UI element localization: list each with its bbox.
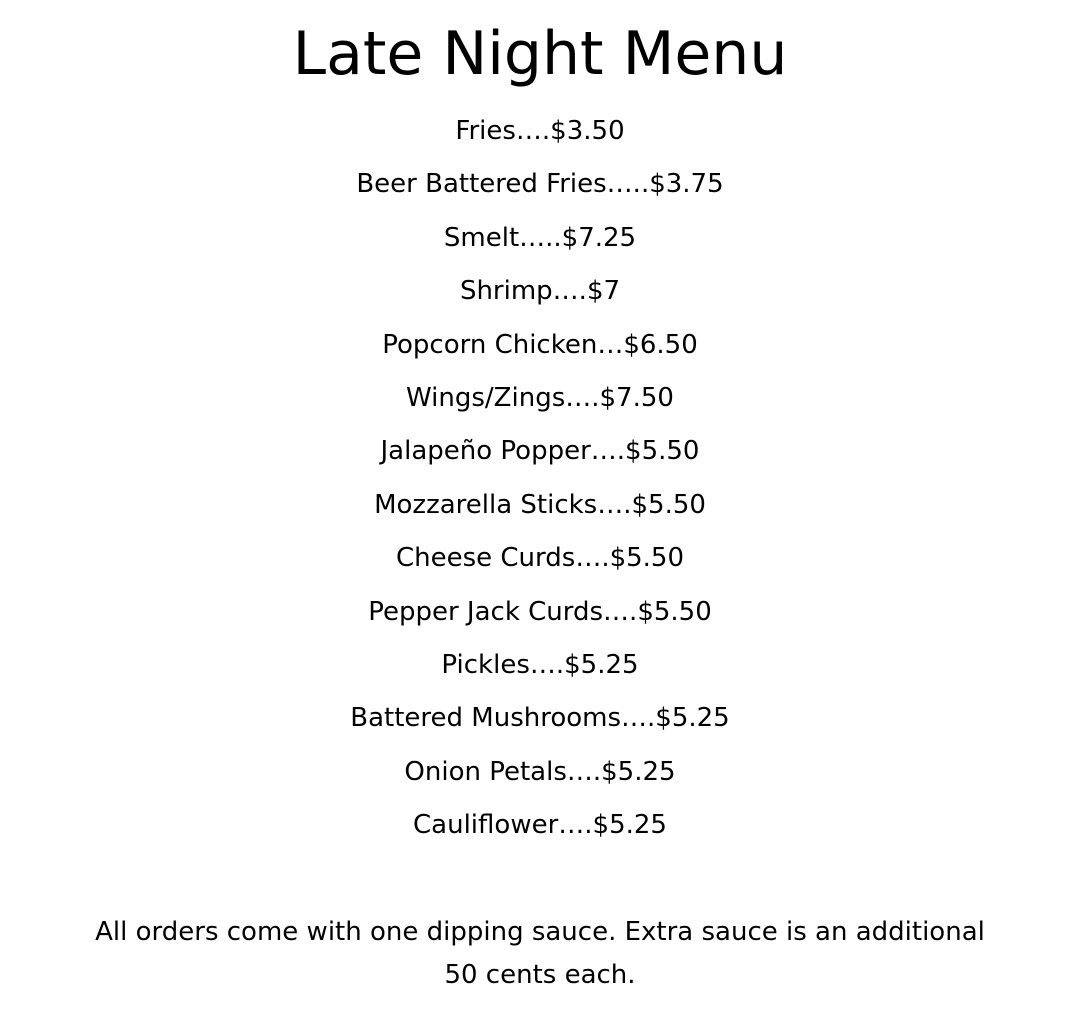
menu-item-list xyxy=(0,111,1080,858)
menu-item-mozzarella-sticks: Mozzarella Sticks….$5.50 xyxy=(374,489,706,520)
menu-item-pickles: Pickles….$5.25 xyxy=(441,649,639,680)
menu-item-pepper-jack-curds: Pepper Jack Curds….$5.50 xyxy=(368,596,712,627)
menu-item-cauliflower: Cauliflower….$5.25 xyxy=(413,810,667,841)
menu-item-fries: Fries….$3.50 xyxy=(455,116,625,146)
menu-item-cheese-curds: Cheese Curds….$5.50 xyxy=(395,543,685,574)
menu-title: Late Night Menu xyxy=(292,19,788,89)
menu-item-wings-zings: Wings/Zings….$7.50 xyxy=(406,382,674,413)
menu-item-beer-battered-fries: Beer Battered Fries…..$3.75 xyxy=(356,169,724,200)
menu-item-shrimp: Shrimp….$7 xyxy=(459,276,621,307)
menu-item-jalapeno-popper: Jalapeño Popper….$5.50 xyxy=(380,436,700,467)
menu-item-onion-petals: Onion Petals….$5.25 xyxy=(404,756,676,787)
menu-item-popcorn-chicken: Popcorn Chicken…$6.50 xyxy=(382,329,698,360)
menu-item-smelt: Smelt…..$7.25 xyxy=(443,222,637,253)
sauce-note: All orders come with one dipping sauce. Extra sauce is an additional 50 cents each. xyxy=(95,917,985,990)
menu-item-battered-mushrooms: Battered Mushrooms….$5.25 xyxy=(350,703,730,734)
